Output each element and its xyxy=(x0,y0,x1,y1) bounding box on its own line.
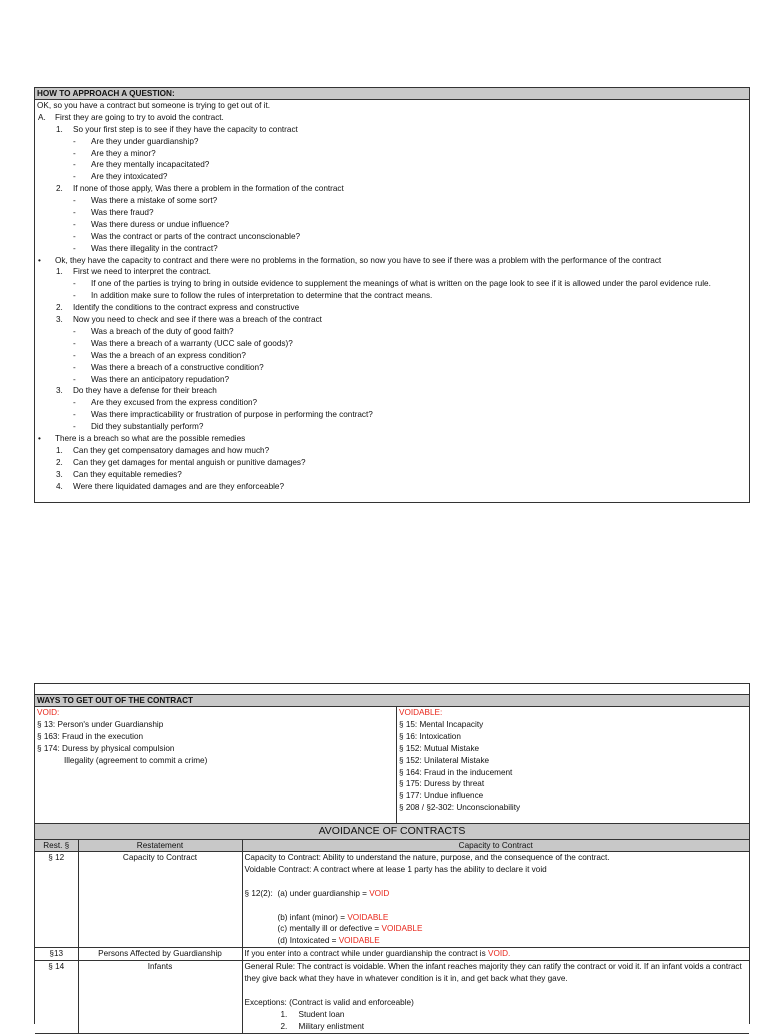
list-marker: 2. xyxy=(56,303,63,313)
approach-line-text: Was there fraud? xyxy=(91,208,154,218)
approach-line xyxy=(35,338,749,350)
clause-status: VOID xyxy=(369,888,390,898)
restatement-cell: Infants xyxy=(78,961,242,1033)
approach-line xyxy=(35,457,749,469)
list-marker: - xyxy=(73,326,76,336)
definition-line: Voidable Contract: A contract where at lease 1 party has the ability to declare it void xyxy=(244,864,547,874)
approach-line-text: Were there liquidated damages and are they enforceable? xyxy=(73,481,285,491)
list-marker: - xyxy=(73,410,76,420)
voidable-item: § 175: Duress by threat xyxy=(399,779,485,789)
void-item: § 174: Duress by physical compulsion xyxy=(37,743,175,753)
list-marker: - xyxy=(73,338,76,348)
approach-line xyxy=(35,421,749,433)
definition-line: Capacity to Contract: Ability to understand the nature, purpose, and the consequence of the contract. xyxy=(244,853,610,862)
approach-line-text: There is a breach so what are the possible remedies xyxy=(55,433,246,443)
approach-line xyxy=(35,409,749,421)
voidable-item: § 164: Fraud in the inducement xyxy=(399,767,513,777)
list-marker: 2. xyxy=(56,184,63,194)
approach-line xyxy=(35,136,749,148)
approach-line-text: Can they get damages for mental anguish or punitive damages? xyxy=(73,457,306,467)
approach-line xyxy=(35,171,749,183)
clause-status: VOIDABLE xyxy=(381,924,423,934)
clause-text: (c) mentally ill or defective = xyxy=(277,924,382,934)
col-header-restatement: Restatement xyxy=(78,840,242,852)
approach-line xyxy=(35,231,749,243)
list-marker: - xyxy=(73,398,76,408)
bullet-marker: • xyxy=(38,255,41,265)
approach-line xyxy=(35,290,749,302)
exceptions-heading: Exceptions: (Contract is valid and enforceable) xyxy=(244,997,414,1007)
approach-line-text: Are they under guardianship? xyxy=(91,136,199,146)
list-marker: - xyxy=(73,148,76,158)
table-row xyxy=(35,852,749,948)
approach-line xyxy=(35,397,749,409)
description-cell xyxy=(242,948,749,961)
approach-line-text: Was there duress or undue influence? xyxy=(91,219,230,229)
list-marker: - xyxy=(73,160,76,170)
approach-line xyxy=(35,350,749,362)
approach-line-text: Was a breach of the duty of good faith? xyxy=(91,326,234,336)
approach-line xyxy=(35,481,749,493)
approach-header: HOW TO APPROACH A QUESTION: xyxy=(35,88,749,100)
rule-text: If you enter into a contract while under guardianship the contract is xyxy=(244,949,488,959)
approach-line xyxy=(35,326,749,338)
approach-line xyxy=(35,100,749,112)
clause-text: (d) Intoxicated = xyxy=(277,936,339,946)
approach-line-text: Was the contract or parts of the contract unconscionable? xyxy=(91,231,301,241)
list-marker: - xyxy=(73,196,76,206)
description-cell xyxy=(242,961,749,1033)
void-column xyxy=(35,707,397,823)
bullet-marker: • xyxy=(38,433,41,443)
list-marker: - xyxy=(73,231,76,241)
approach-line-text: Can they get compensatory damages and how much? xyxy=(73,445,270,455)
clause-status: VOIDABLE xyxy=(338,936,380,946)
approach-line-text: Can they equitable remedies? xyxy=(73,469,182,479)
approach-line-text: Was there a breach of a warranty (UCC sale of goods)? xyxy=(91,338,293,348)
approach-line xyxy=(35,183,749,195)
description-cell xyxy=(242,852,749,948)
list-marker: - xyxy=(73,279,76,289)
approach-line-text: Was there a mistake of some sort? xyxy=(91,196,218,206)
approach-line-text: Are they intoxicated? xyxy=(91,172,168,182)
col-header-topic: Capacity to Contract xyxy=(242,840,749,852)
approach-line xyxy=(35,314,749,326)
clause-text: (a) under guardianship = xyxy=(277,888,370,898)
list-marker: 3. xyxy=(56,315,63,325)
list-marker: - xyxy=(73,172,76,182)
restatement-cell: Capacity to Contract xyxy=(78,852,242,948)
col-header-section: Rest. § xyxy=(35,840,78,852)
rule-status: VOID. xyxy=(488,949,511,959)
approach-line-text: Identify the conditions to the contract express and constructive xyxy=(73,303,300,313)
approach-line xyxy=(35,195,749,207)
list-marker: 4. xyxy=(56,481,63,491)
list-marker: 2. xyxy=(56,457,63,467)
clause-status: VOIDABLE xyxy=(347,912,389,922)
exception-item: Student loan xyxy=(298,1009,345,1019)
approach-line xyxy=(35,124,749,136)
list-marker: 3. xyxy=(56,469,63,479)
approach-line-text: Was the a breach of an express condition? xyxy=(91,350,246,360)
void-item: § 13: Person's under Guardianship xyxy=(37,719,164,729)
approach-line-text: Now you need to check and see if there was a breach of the contract xyxy=(73,315,322,325)
list-marker: - xyxy=(73,243,76,253)
section-cell: § 14 xyxy=(35,961,78,1033)
list-marker: A. xyxy=(38,112,46,122)
avoidance-table xyxy=(35,824,749,1034)
approach-line xyxy=(35,255,749,267)
approach-line-text: OK, so you have a contract but someone is trying to get out of it. xyxy=(37,101,271,110)
approach-line-text: Are they mentally incapacitated? xyxy=(91,160,210,170)
section-cell: § 12 xyxy=(35,852,78,948)
table-row xyxy=(35,948,749,961)
approach-line-text: Are they a minor? xyxy=(91,148,156,158)
approach-line-text: Was there impracticability or frustration of purpose in performing the contract? xyxy=(91,410,373,420)
approach-line-text: So your first step is to see if they have the capacity to contract xyxy=(73,124,298,134)
approach-line xyxy=(35,385,749,397)
list-marker: - xyxy=(73,136,76,146)
approach-line-text: Ok, they have the capacity to contract and there were no problems in the formation, so now you have to see if there was a problem with the performance of the contract xyxy=(55,255,662,265)
list-marker: 2. xyxy=(280,1021,288,1031)
general-rule: General Rule: The contract is voidable. When the infant reaches majority they can ratify the contract or void it. If an infant voids a contract they give back what they have in whatever condition is it in, and get back what they gave. xyxy=(244,962,742,984)
top-strip xyxy=(35,684,749,695)
avoidance-title: AVOIDANCE OF CONTRACTS xyxy=(35,824,749,840)
voidable-item: § 15: Mental Incapacity xyxy=(399,719,484,729)
approach-line xyxy=(35,433,749,445)
void-label: VOID: xyxy=(37,708,60,717)
approach-line-text: Do they have a defense for their breach xyxy=(73,386,217,396)
table-row xyxy=(35,961,749,1033)
approach-line-text: Did they substantially perform? xyxy=(91,422,204,432)
voidable-item: § 208 / §2-302: Unconscionability xyxy=(399,803,521,813)
approach-line-text: Are they excused from the express condition? xyxy=(91,398,258,408)
approach-line-text: First they are going to try to avoid the contract. xyxy=(55,112,224,122)
voidable-item: § 16: Intoxication xyxy=(399,731,461,741)
approach-line xyxy=(35,469,749,481)
voidable-column xyxy=(397,707,749,823)
list-marker: 1. xyxy=(56,267,63,277)
list-marker: 3. xyxy=(56,386,63,396)
list-marker: - xyxy=(73,350,76,360)
approach-line xyxy=(35,362,749,374)
list-marker: - xyxy=(73,374,76,384)
section-cell: §13 xyxy=(35,948,78,961)
approach-line xyxy=(35,278,749,290)
voidable-item: § 177: Undue influence xyxy=(399,791,484,801)
approach-line-text: Was there a breach of a constructive condition? xyxy=(91,362,264,372)
approach-box xyxy=(34,87,750,503)
approach-line xyxy=(35,112,749,124)
approach-line xyxy=(35,159,749,171)
approach-line xyxy=(35,374,749,386)
list-marker: 1. xyxy=(56,445,63,455)
approach-list xyxy=(35,100,749,492)
voidable-item: § 152: Mutual Mistake xyxy=(399,743,480,753)
list-marker: - xyxy=(73,219,76,229)
list-marker: 1. xyxy=(56,124,63,134)
approach-line xyxy=(35,207,749,219)
approach-line xyxy=(35,445,749,457)
subsection-prefix: § 12(2): xyxy=(244,888,273,898)
approach-line-text: Was there illegality in the contract? xyxy=(91,243,218,253)
ways-header: WAYS TO GET OUT OF THE CONTRACT xyxy=(35,695,749,707)
clause-text: (b) infant (minor) = xyxy=(277,912,348,922)
approach-line-text: If one of the parties is trying to bring in outside evidence to supplement the meanings of what is written on the page look to see if it is allowed under the parol evidence rule. xyxy=(91,279,711,289)
approach-line-text: First we need to interpret the contract. xyxy=(73,267,211,277)
approach-line-text: Was there an anticipatory repudation? xyxy=(91,374,230,384)
list-marker: - xyxy=(73,208,76,218)
approach-line xyxy=(35,266,749,278)
voidable-label: VOIDABLE: xyxy=(399,708,443,717)
ways-avoidance-box xyxy=(34,683,750,1031)
approach-line xyxy=(35,148,749,160)
list-marker: - xyxy=(73,291,76,301)
list-marker: 1. xyxy=(280,1009,288,1019)
restatement-cell: Persons Affected by Guardianship xyxy=(78,948,242,961)
exception-item: Military enlistment xyxy=(298,1021,365,1031)
voidable-item: § 152: Unilateral Mistake xyxy=(399,755,490,765)
void-item: § 163: Fraud in the execution xyxy=(37,731,144,741)
approach-line xyxy=(35,243,749,255)
list-marker: - xyxy=(73,422,76,432)
ways-columns xyxy=(35,707,749,824)
approach-line-text: In addition make sure to follow the rules of interpretation to determine that the contract means. xyxy=(91,291,433,301)
approach-line xyxy=(35,302,749,314)
void-item: Illegality (agreement to commit a crime) xyxy=(64,755,208,765)
list-marker: - xyxy=(73,362,76,372)
approach-line xyxy=(35,219,749,231)
approach-line-text: If none of those apply, Was there a problem in the formation of the contract xyxy=(73,184,344,194)
